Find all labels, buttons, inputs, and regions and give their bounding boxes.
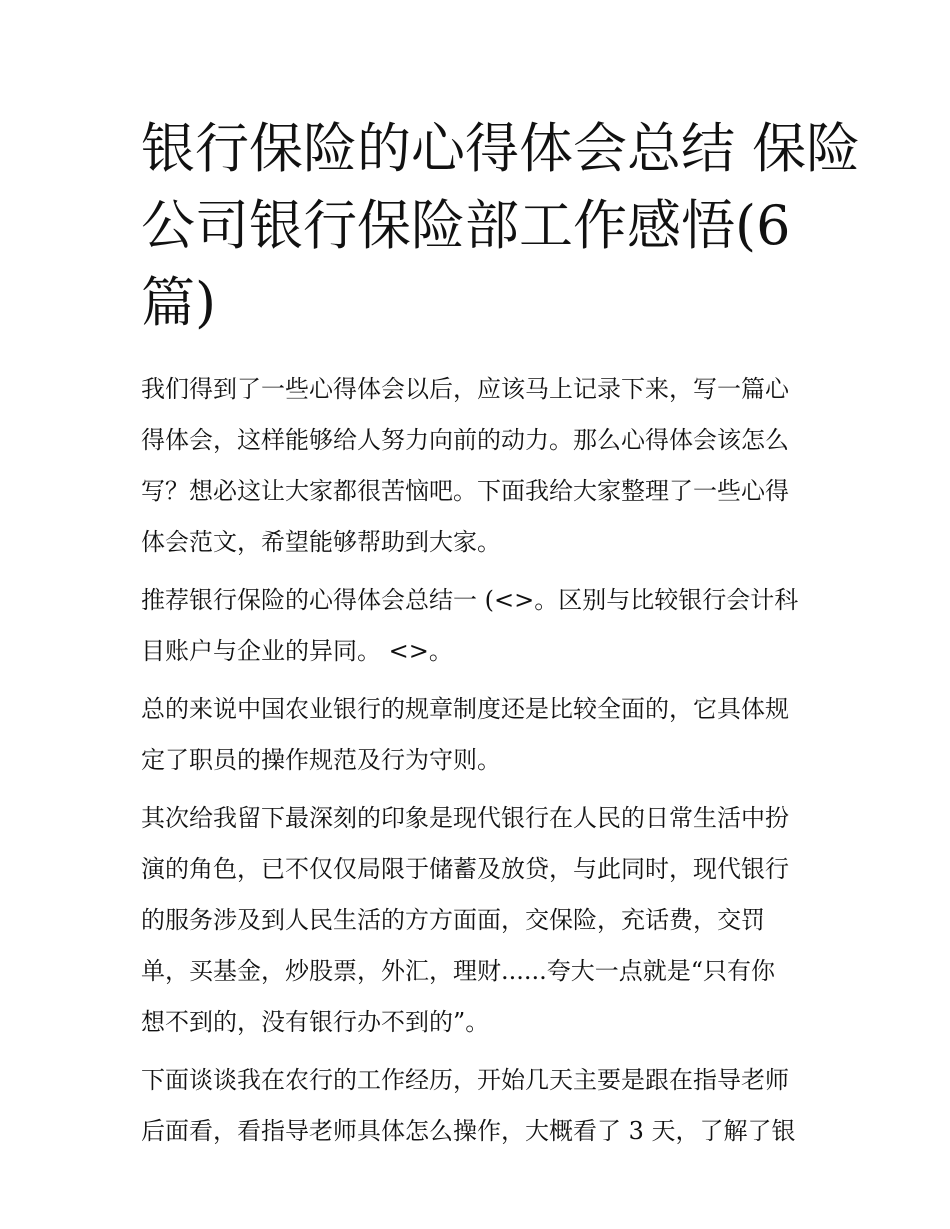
text-line: 总的来说中国农业银行的规章制度还是比较全面的，它具体规 <box>141 695 789 723</box>
text-line: 其次给我留下最深刻的印象是现代银行在人民的日常生活中扮 <box>141 804 789 832</box>
text-line: 得体会，这样能够给人努力向前的动力。那么心得体会该怎么 <box>141 426 789 454</box>
title-line: 公司银行保险部工作感悟(6 <box>141 194 791 257</box>
paragraph-intro <box>141 364 813 568</box>
document-page <box>141 110 861 1164</box>
paragraph-rules <box>141 684 813 786</box>
text-line: 写？想必这让大家都很苦恼吧。下面我给大家整理了一些心得 <box>141 477 789 505</box>
title-line: 银行保险的心得体会总结 保险 <box>141 117 861 180</box>
text-line: 演的角色，已不仅仅局限于储蓄及放贷，与此同时，现代银行 <box>141 855 789 883</box>
paragraph-experience <box>141 1055 813 1157</box>
document-title <box>141 110 861 341</box>
text-line: 我们得到了一些心得体会以后，应该马上记录下来，写一篇心 <box>141 375 789 403</box>
text-line: 定了职员的操作规范及行为守则。 <box>141 746 501 774</box>
paragraph-impression <box>141 793 813 1048</box>
text-line: 想不到的，没有银行办不到的”。 <box>141 1008 490 1036</box>
text-line: 目账户与企业的异同。 <>。 <box>141 637 453 665</box>
text-line: 单，买基金，炒股票，外汇，理财......夸大一点就是“只有你 <box>141 957 776 985</box>
document-body <box>141 364 813 1157</box>
paragraph-recommend <box>141 575 813 677</box>
text-line: 推荐银行保险的心得体会总结一 (<>。区别与比较银行会计科 <box>141 586 799 614</box>
text-line: 下面谈谈我在农行的工作经历，开始几天主要是跟在指导老师 <box>141 1066 789 1094</box>
title-line: 篇) <box>141 271 217 334</box>
text-line: 后面看，看指导老师具体怎么操作，大概看了 3 天，了解了银 <box>141 1117 796 1145</box>
text-line: 体会范文，希望能够帮助到大家。 <box>141 528 501 556</box>
text-line: 的服务涉及到人民生活的方方面面，交保险，充话费，交罚 <box>141 906 765 934</box>
